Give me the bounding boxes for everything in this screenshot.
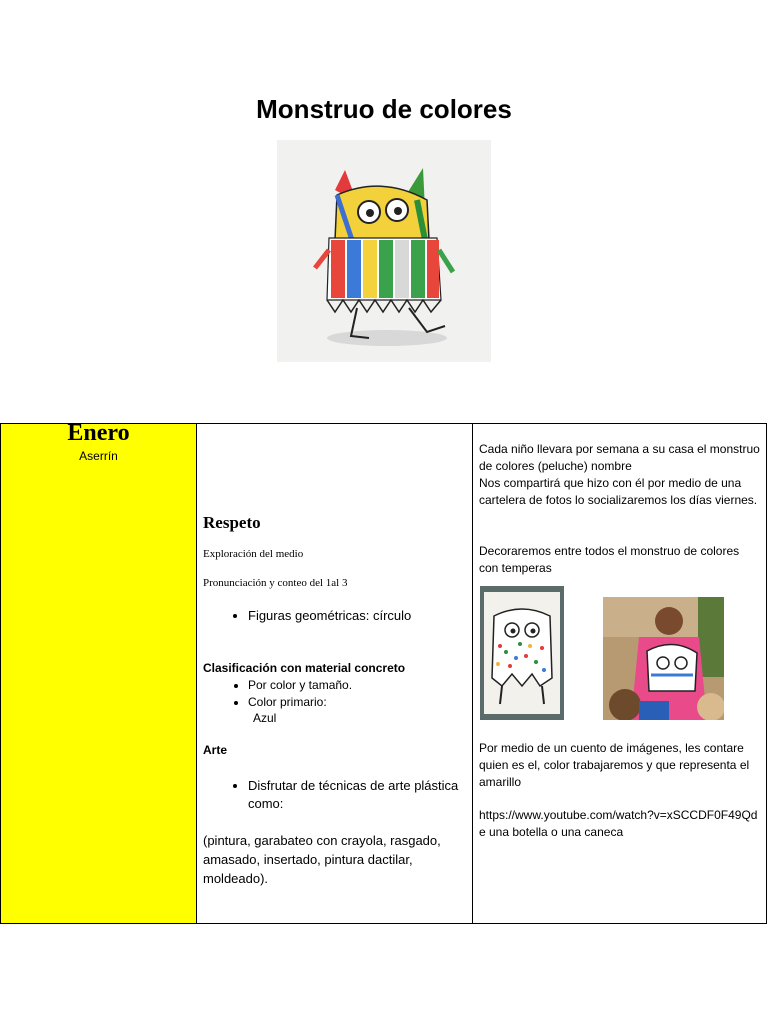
lesson-plan-table [0, 420, 767, 924]
color-monster-illustration [277, 140, 491, 362]
geometry-list [203, 607, 466, 625]
objectives-cell [197, 424, 473, 924]
activity-text: Por medio de un cuento de imágenes, les contare quien es el, color trabajaremos y que representa el amarillo [479, 741, 750, 789]
classification-note: Azul [253, 711, 277, 725]
activity-photos [479, 586, 760, 736]
storytelling-photo [603, 597, 724, 720]
document-title: Monstruo de colores [256, 94, 512, 124]
exploration-line: Exploración del medio [203, 548, 304, 560]
value-title: Respeto [203, 513, 261, 532]
classification-list [203, 677, 466, 711]
list-item: • Figuras geométricas: círculo [248, 607, 466, 625]
art-title: Arte [203, 743, 228, 757]
list-item: • Color primario: [248, 694, 466, 711]
month-name: Enero [67, 420, 130, 446]
video-link[interactable]: https://www.youtube.com/watch?v=xSCCDF0F49Qde una botella o una caneca [479, 808, 758, 839]
list-item: • Disfrutar de técnicas de arte plástica como: [248, 777, 466, 813]
activity-text: Nos compartirá que hizo con él por medio de una cartelera de fotos lo socializaremos los días viernes. [479, 476, 758, 507]
art-details: (pintura, garabateo con crayola, rasgado, amasado, insertado, pintura dactilar, moldeado). [203, 833, 441, 886]
pronunciation-line: Pronunciación y conteo del 1al 3 [203, 577, 348, 589]
list-item: • Por color y tamaño. [248, 677, 466, 694]
activity-text: Decoraremos entre todos el monstruo de colores con temperas [479, 544, 740, 575]
activities-cell [473, 424, 767, 924]
classification-title: Clasificación con material concreto [203, 661, 406, 675]
painted-monster-photo [480, 586, 564, 720]
activity-text: Cada niño llevara por semana a su casa el monstruo de colores (peluche) nombre [479, 442, 760, 473]
month-material: Aserrín [79, 449, 118, 463]
month-cell [1, 420, 197, 924]
art-list [203, 777, 466, 813]
